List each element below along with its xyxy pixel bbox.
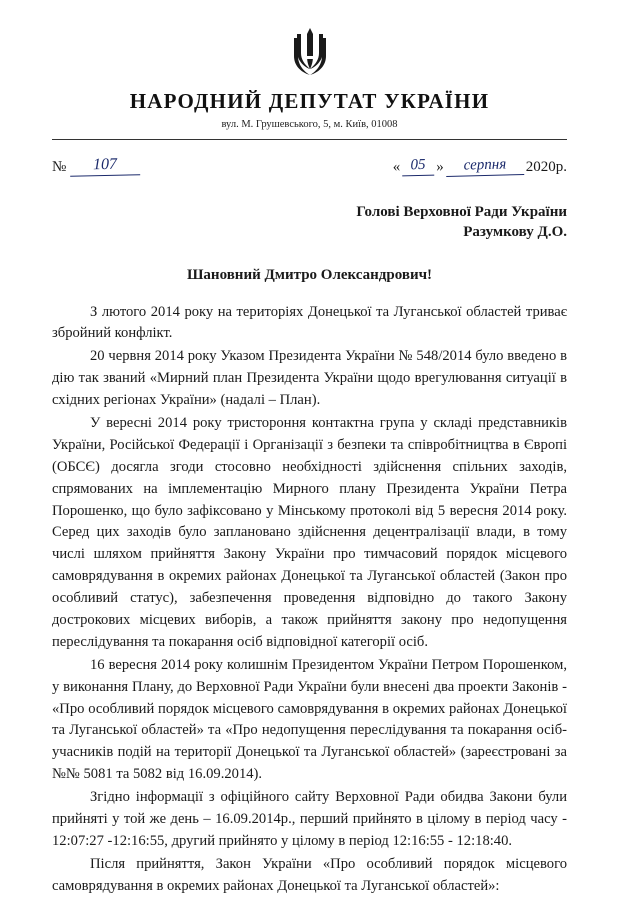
reference-line xyxy=(52,156,567,176)
addressee-block xyxy=(52,202,567,243)
date-quote-open: « xyxy=(392,159,401,175)
date-month: серпня xyxy=(446,156,524,177)
reference-number-label: № xyxy=(52,159,67,175)
letterhead-divider xyxy=(52,139,567,140)
date-day: 05 xyxy=(402,157,434,177)
letterhead-address: вул. М. Грушевського, 5, м. Київ, 01008 xyxy=(221,119,398,130)
date-year: 2020р. xyxy=(525,159,567,175)
ukraine-trident-emblem-icon xyxy=(290,26,330,78)
body-paragraph: З лютого 2014 року на територіях Донецької та Луганської областей триває збройний конфлікт. xyxy=(52,303,567,342)
body-paragraph: 20 червня 2014 року Указом Президента України № 548/2014 було введено в дію так званий «Мирний план Президента України щодо врегулювання ситуації в східних регіонах України» (надалі – План). xyxy=(52,348,567,409)
date-quote-close: » xyxy=(436,159,444,175)
addressee-line-1: Голові Верховної Ради України xyxy=(356,204,567,220)
emblem-container xyxy=(52,0,567,83)
addressee-line-2: Разумкову Д.О. xyxy=(463,224,567,241)
letter-body xyxy=(52,302,567,898)
reference-date xyxy=(393,157,567,176)
body-paragraph: 16 вересня 2014 року колишнім Президентом України Петром Порошенком, у виконання Плану, до Верховної Ради України були внесені два проекти Законів - «Про особливий порядок місцевого самоврядування в окремих районах Донецької та Луганської областей» та «Про недопущення переслідування та покарання осіб-учасників подій на території Донецької та Луганської областей» (зареєстровані за №№ 5081 та 5082 від 16.09.2014). xyxy=(52,656,567,783)
body-paragraph: Згідно інформації з офіційного сайту Верховної Ради обидва Закони були прийняті у той же день – 16.09.2014р., перший прийнято в цілому в період часу - 12:07:27 -12:16:55, другий прийнято у цілому в період 12:16:55 - 12:18:40. xyxy=(52,789,567,849)
body-paragraph: Після прийняття, Закон України «Про особливий порядок місцевого самоврядування в окремих районах Донецької та Луганської областей»: xyxy=(52,855,567,894)
body-paragraph: У вересні 2014 року тристороння контактна група у складі представників України, Російської Федерації і Організації з безпеки та співробітництва в Європі (ОБСЄ) досягла згоди стосовно необхідності здійснення спільних заходів, спрямованих на імплементацію Мирного плану Президента України Петра Порошенко, що було зафіксовано у Мінському протоколі від 5 вересня 2014 року. Серед цих заходів було заплановано здійснення децентралізації влади, в тому числі шляхом прийняття Закону України про тимчасовий порядок місцевого самоврядування в окремих районах Донецької та Луганської областей (Закон про особливий статус), забезпечення проведення відповідно до такого Закону дострокових місцевих виборів, а також прийняття закону про недопущення переслідування та покарання осіб відповідної категорії осіб. xyxy=(52,414,567,650)
reference-number-value: 107 xyxy=(70,155,140,176)
reference-number xyxy=(52,156,140,176)
salutation: Шановний Дмитро Олександрович! xyxy=(186,266,433,283)
letterhead-title: НАРОДНИЙ ДЕПУТАТ УКРАЇНИ xyxy=(129,89,490,113)
